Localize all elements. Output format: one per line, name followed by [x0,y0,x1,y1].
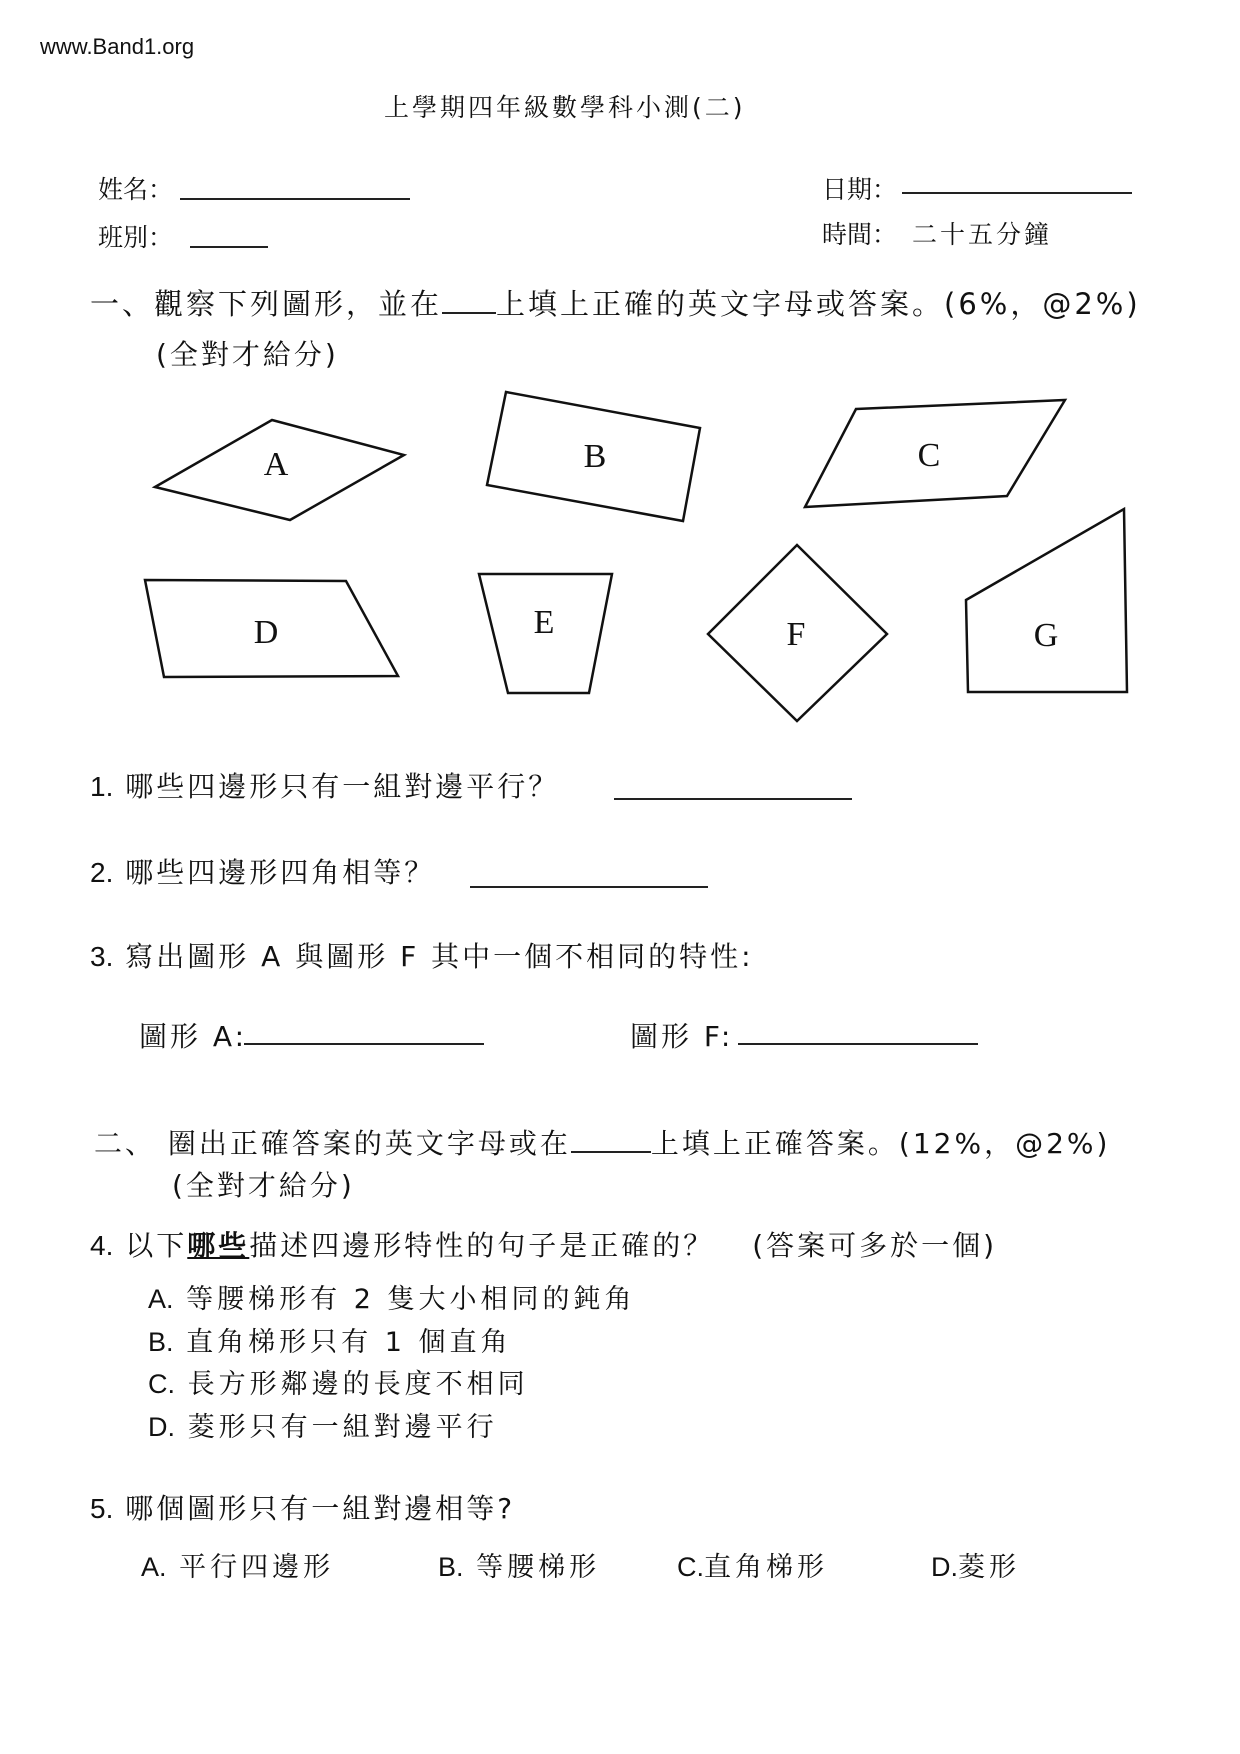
q4-option[interactable] [148,1277,635,1316]
page-title: 上學期四年級數學科小測(二) [384,93,746,122]
q5-option-b-letter[interactable]: B. [438,1552,464,1582]
quadrilateral-figures [0,380,1240,730]
question-1-answer-line[interactable] [614,798,852,800]
section2-heading-end: 上填上正確答案。(12%，@2%) [650,1127,1111,1160]
q5-option-d-text: 菱形 [958,1552,1020,1583]
section1-heading-end: 上填上正確的英文字母或答案。(6%，@2%) [496,287,1141,321]
question-2-text: 哪些四邊形四角相等？ [125,856,436,889]
question-2-number: 2. [90,857,114,888]
date-answer-line[interactable] [902,192,1132,194]
shape-f-label: F [786,616,806,653]
q5-option-c-text: 直角梯形 [704,1552,828,1583]
question-5 [90,1487,515,1527]
question-4-number: 4. [90,1230,114,1261]
question-3-answer-line-a[interactable] [244,1043,484,1045]
q5-option-d-letter[interactable]: D. [931,1552,958,1582]
section1-blank-example [442,312,496,314]
section2-heading-start: 二、 圈出正確答案的英文字母或在 [94,1127,571,1160]
shape-a-label: A [263,446,289,483]
question-5-text: 哪個圖形只有一組對邊相等? [125,1492,516,1525]
question-3-label-a: 圖形 A: [139,1020,247,1053]
q4-option[interactable] [148,1362,529,1401]
question-2 [90,851,435,891]
question-4-text-start: 以下 [125,1229,188,1262]
question-1-text: 哪些四邊形只有一組對邊平行？ [125,770,560,803]
question-4-text-end: 描述四邊形特性的句子是正確的？ [249,1229,715,1262]
question-3-text: 寫出圖形 A 與圖形 F 其中一個不相同的特性: [125,940,754,973]
q5-option[interactable] [141,1545,334,1584]
q4-option-a-text: 等腰梯形有 2 隻大小相同的鈍角 [186,1284,636,1315]
section2-heading [94,1122,1110,1162]
q4-option[interactable] [148,1320,511,1359]
q5-option[interactable] [931,1545,1020,1584]
question-2-answer-line[interactable] [470,886,708,888]
name-answer-line[interactable] [180,198,410,200]
section2-blank-example [571,1151,651,1153]
question-4-emphasis: 哪些 [187,1229,250,1262]
q5-option-c-letter[interactable]: C. [677,1552,704,1582]
shape-g-label: G [1033,617,1059,654]
shape-g-right-trapezoid [966,509,1127,692]
section1-heading [90,282,1141,323]
q4-option-d-text: 菱形只有一組對邊平行 [187,1412,498,1443]
q5-option[interactable] [438,1545,600,1584]
q5-option-b-text: 等腰梯形 [476,1552,601,1583]
section2-note: (全對才給分) [172,1169,355,1202]
question-3-label-f: 圖形 F: [630,1020,734,1053]
question-4-hint: (答案可多於一個) [752,1229,998,1262]
question-3 [90,935,754,975]
class-answer-line[interactable] [190,246,268,248]
q4-option-c-text: 長方形鄰邊的長度不相同 [187,1369,529,1400]
time-value: 二十五分鐘 [912,220,1053,249]
shape-c-label: C [917,437,941,474]
section1-note: (全對才給分) [156,338,339,371]
shape-b-label: B [583,438,607,475]
date-label: 日期： [822,175,898,204]
q4-option-d-letter[interactable]: D. [148,1412,175,1442]
shape-e-label: E [533,604,555,641]
section1-heading-start: 一、觀察下列圖形，並在 [90,287,443,321]
q4-option-a-letter[interactable]: A. [148,1284,174,1314]
shape-d-label: D [253,614,279,651]
q4-option-c-letter[interactable]: C. [148,1369,175,1399]
question-1 [90,765,559,805]
q4-option-b-text: 直角梯形只有 1 個直角 [186,1327,512,1358]
time-label: 時間： [822,220,898,249]
watermark-url: www.Band1.org [40,34,195,59]
q5-option[interactable] [677,1545,828,1584]
name-label: 姓名： [98,175,174,204]
question-4 [90,1224,997,1264]
q5-option-a-letter[interactable]: A. [141,1552,167,1582]
q5-option-a-text: 平行四邊形 [179,1552,335,1583]
q4-option-b-letter[interactable]: B. [148,1327,174,1357]
q4-option[interactable] [148,1405,498,1444]
question-5-number: 5. [90,1493,114,1524]
question-3-answer-line-f[interactable] [738,1043,978,1045]
class-label: 班別： [98,223,174,252]
question-1-number: 1. [90,771,114,802]
question-3-number: 3. [90,941,114,972]
